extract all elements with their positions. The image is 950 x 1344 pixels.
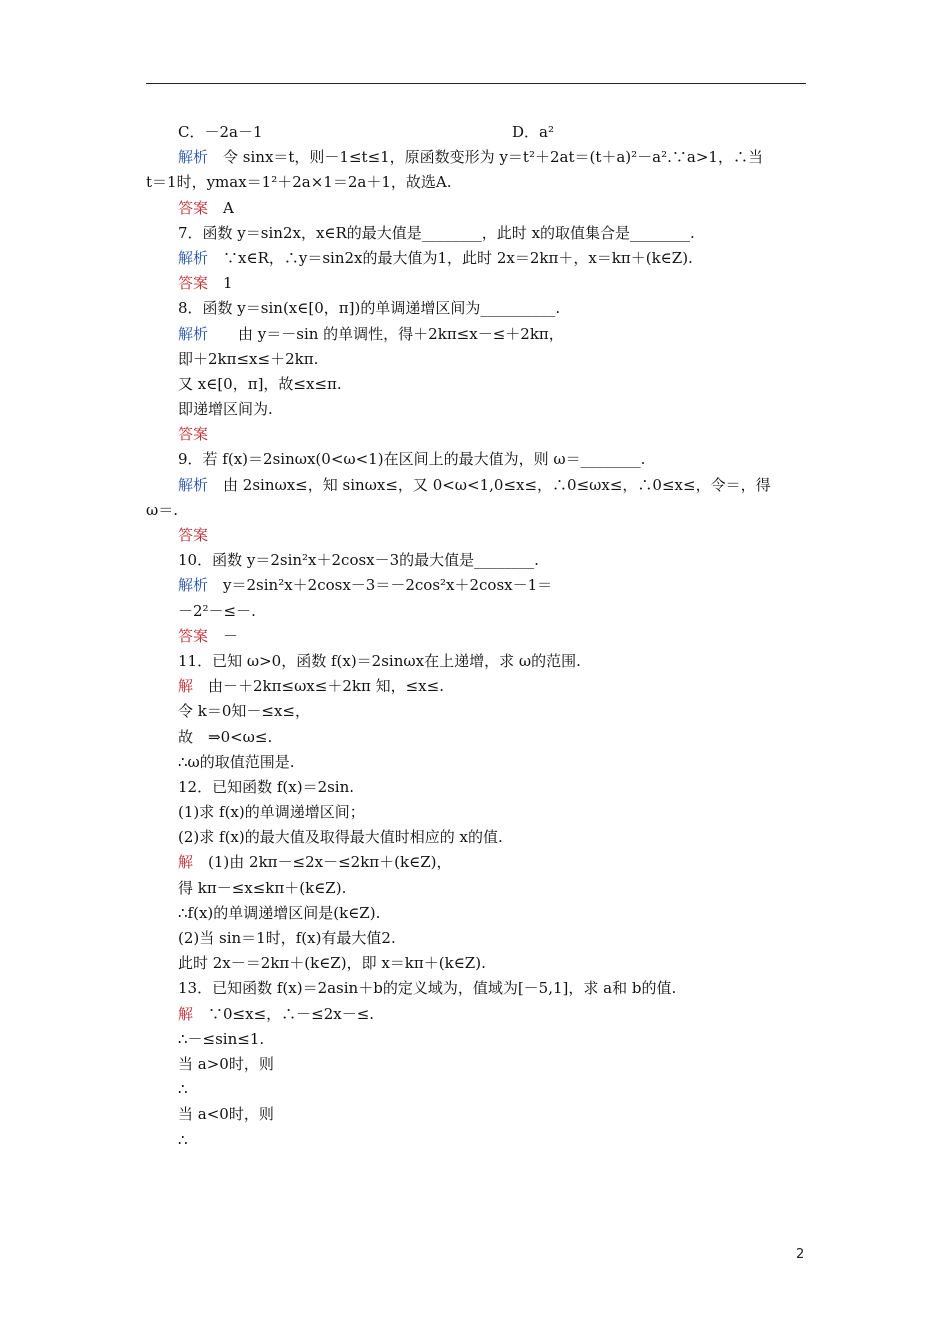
text-line <box>146 196 808 221</box>
text-line <box>146 1102 808 1127</box>
line-text: 即递增区间为. <box>178 400 273 419</box>
answer-label: 解 <box>178 677 194 696</box>
text-line <box>146 624 808 649</box>
text-line <box>146 1077 808 1102</box>
answer-label: 答案 <box>178 198 209 217</box>
text-line <box>146 750 808 775</box>
line-text: 得 kπ－≤x≤kπ＋(k∈Z). <box>178 878 347 897</box>
line-text: － <box>208 626 239 645</box>
answer-label: 解 <box>178 1004 194 1023</box>
line-text: 11．已知 ω>0，函数 f(x)＝2sinωx在上递增，求 ω的范围. <box>178 651 581 670</box>
text-line <box>146 1002 808 1027</box>
text-line <box>146 775 808 800</box>
line-text: ∵x∈R，∴y＝sin2x的最大值为1，此时 2x＝2kπ＋，x＝kπ＋(k∈Z). <box>208 248 693 267</box>
analysis-label: 解析 <box>178 475 209 494</box>
line-text: 8．函数 y＝sin(x∈[0，π])的单调递增区间为__________. <box>178 299 561 318</box>
header-rule <box>146 83 806 84</box>
text-line <box>146 699 808 724</box>
line-text: D．a² <box>512 123 554 141</box>
text-line <box>146 876 808 901</box>
line-text: (1)求 f(x)的单调递增区间； <box>178 803 365 822</box>
line-text: 当 a<0时，则 <box>178 1105 274 1124</box>
text-line <box>146 221 808 246</box>
answer-label: 答案 <box>178 626 209 645</box>
answer-label: 答案 <box>178 425 209 444</box>
text-line <box>146 397 808 422</box>
text-line <box>146 473 808 498</box>
line-text: 13．已知函数 f(x)＝2asin＋b的定义域为，值域为[－5,1]，求 a和 b的值. <box>178 979 677 998</box>
line-text: 又 x∈[0，π]，故≤x≤π. <box>178 374 342 393</box>
text-line <box>146 548 808 573</box>
answer-label: 答案 <box>178 274 209 293</box>
text-line <box>146 422 808 447</box>
text-line <box>146 170 808 195</box>
text-line <box>146 649 808 674</box>
text-line <box>146 800 808 825</box>
line-text: 1 <box>208 274 233 293</box>
line-text: (2)当 sin＝1时，f(x)有最大值2. <box>178 929 396 947</box>
text-line <box>146 347 808 372</box>
text-line <box>146 296 808 321</box>
text-line <box>146 926 808 951</box>
line-text: 当 a>0时，则 <box>178 1054 274 1073</box>
text-line <box>146 850 808 875</box>
line-text: 10．函数 y＝2sin²x＋2cosx－3的最大值是________. <box>178 551 539 570</box>
line-text: ∵0≤x≤，∴－≤2x－≤. <box>193 1004 375 1023</box>
document-body <box>146 120 808 1153</box>
line-text: ∴ω的取值范围是. <box>178 752 295 771</box>
line-text: 由 y＝－sin 的单调性，得＋2kπ≤x－≤＋2kπ， <box>208 324 564 343</box>
analysis-label: 解析 <box>178 248 209 267</box>
answer-label: 答案 <box>178 526 209 544</box>
line-text: －2²－≤－. <box>178 601 256 620</box>
line-text: ω＝. <box>146 500 178 519</box>
line-text: (1)由 2kπ－≤2x－≤2kπ＋(k∈Z)， <box>193 853 452 872</box>
text-line <box>146 372 808 397</box>
line-text: 由－＋2kπ≤ωx≤＋2kπ 知，≤x≤. <box>193 677 444 696</box>
text-line <box>146 120 808 145</box>
line-text: 7．函数 y＝sin2x，x∈R的最大值是________，此时 x的取值集合是________. <box>178 223 695 242</box>
line-text: A <box>208 198 234 217</box>
line-text: 令 sinx＝t，则－1≤t≤1，原函数变形为 y＝t²＋2at＝(t＋a)²－a².∵a>1，∴当 <box>208 148 763 167</box>
line-text: ∴－≤sin≤1. <box>178 1029 265 1048</box>
text-line <box>146 901 808 926</box>
text-line <box>146 246 808 271</box>
line-text: y＝2sin²x＋2cosx－3＝－2cos²x＋2cosx－1＝ <box>208 576 553 595</box>
answer-label: 解 <box>178 853 194 872</box>
text-line <box>146 725 808 750</box>
text-line <box>146 599 808 624</box>
line-text: 12．已知函数 f(x)＝2sin. <box>178 777 355 796</box>
text-line <box>146 145 808 170</box>
text-line <box>146 674 808 699</box>
line-text: 此时 2x－＝2kπ＋(k∈Z)，即 x＝kπ＋(k∈Z). <box>178 954 486 973</box>
text-line <box>146 271 808 296</box>
line-text: C．－2a－1 <box>178 123 263 141</box>
text-line <box>146 523 808 548</box>
text-line <box>146 1052 808 1077</box>
line-text: ∴f(x)的单调递增区间是(k∈Z). <box>178 903 381 922</box>
line-text: ∴ <box>178 1080 188 1099</box>
line-text: 即＋2kπ≤x≤＋2kπ. <box>178 349 319 368</box>
analysis-label: 解析 <box>178 324 209 343</box>
analysis-label: 解析 <box>178 576 209 595</box>
analysis-label: 解析 <box>178 148 209 167</box>
line-text: t＝1时，ymax＝1²＋2a×1＝2a＋1，故选A. <box>146 173 452 192</box>
line-text: 令 k＝0知－≤x≤， <box>178 702 310 721</box>
line-text: ∴ <box>178 1130 188 1149</box>
text-line <box>146 498 808 523</box>
page-number: 2 <box>796 1247 805 1262</box>
text-line <box>146 976 808 1001</box>
text-line <box>146 1128 808 1153</box>
text-line <box>146 573 808 598</box>
text-line <box>146 951 808 976</box>
line-text: 由 2sinωx≤，知 sinωx≤，又 0<ω<1,0≤x≤，∴0≤ωx≤，∴0≤x≤，令＝，得 <box>208 475 771 494</box>
text-line <box>146 825 808 850</box>
text-line <box>146 1027 808 1052</box>
text-line <box>146 322 808 347</box>
text-line <box>146 447 808 472</box>
line-text: 故 ⇒0<ω≤. <box>178 727 273 746</box>
line-text: (2)求 f(x)的最大值及取得最大值时相应的 x的值. <box>178 828 503 847</box>
line-text: 9．若 f(x)＝2sinωx(0<ω<1)在区间上的最大值为，则 ω＝________. <box>178 450 646 469</box>
